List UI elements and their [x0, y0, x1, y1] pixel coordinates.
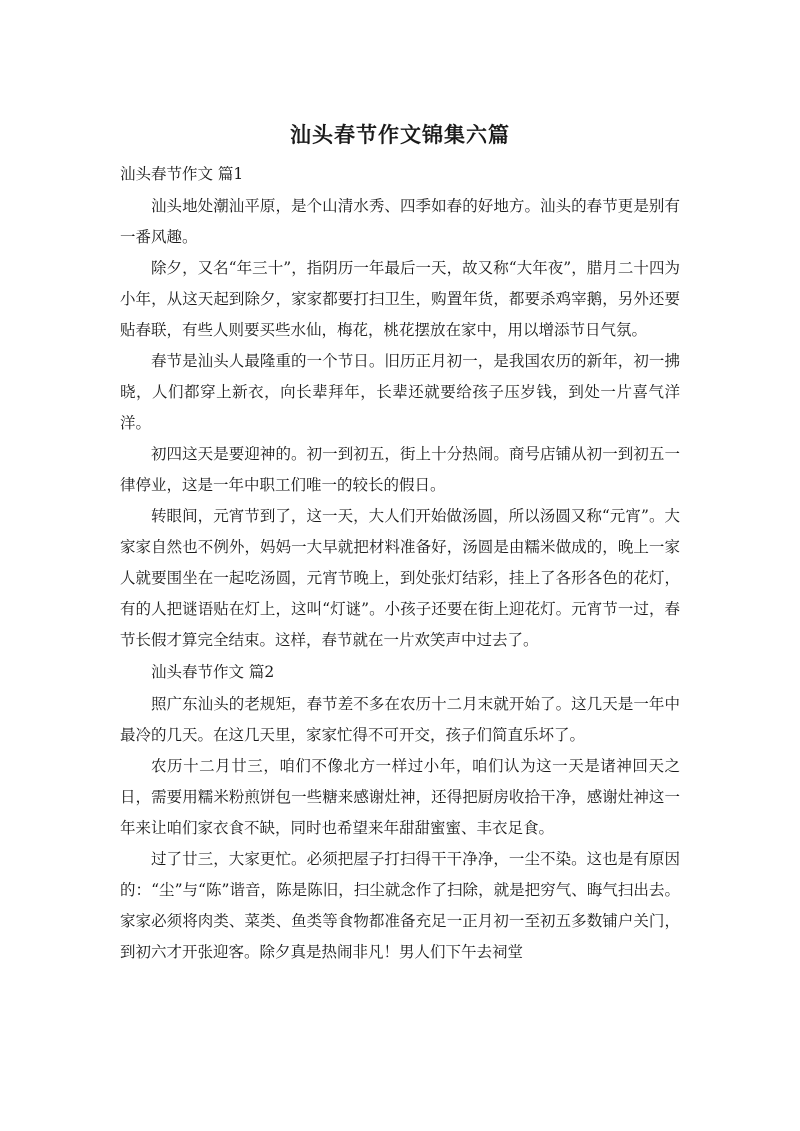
paragraph: 转眼间，元宵节到了，这一天，大人们开始做汤圆，所以汤圆又称“元宵”。大家家自然也不例外，妈妈一大早就把材料准备好，汤圆是由糯米做成的，晚上一家人就要围坐在一起吃汤圆，元宵节晚上，到处张灯结彩，挂上了各形各色的花灯，有的人把谜语贴在灯上，这叫“灯谜”。小孩子还要在街上迎花灯。元宵节一过，春节长假才算完全结束。这样，春节就在一片欢笑声中过去了。	[120, 507, 680, 649]
document-body	[120, 158, 680, 968]
paragraph: 照广东汕头的老规矩，春节差不多在农历十二月末就开始了。这几天是一年中最冷的几天。在这几天里，家家忙得不可开交，孩子们简直乐坏了。	[120, 695, 680, 744]
section-heading: 汕头春节作文 篇1	[120, 165, 244, 183]
paragraph: 初四这天是要迎神的。初一到初五，街上十分热闹。商号店铺从初一到初五一律停业，这是一年中职工们唯一的较长的假日。	[120, 445, 680, 494]
paragraph: 春节是汕头人最隆重的一个节日。旧历正月初一，是我国农历的新年，初一拂晓，人们都穿上新衣，向长辈拜年，长辈还就要给孩子压岁钱，到处一片喜气洋洋。	[120, 352, 680, 432]
paragraph: 农历十二月廿三，咱们不像北方一样过小年，咱们认为这一天是诸神回天之日，需要用糯米粉煎饼包一些糖来感谢灶神，还得把厨房收拾干净，感谢灶神这一年来让咱们家衣食不缺，同时也希望来年甜甜蜜蜜、丰衣足食。	[120, 757, 680, 837]
paragraph: 过了廿三，大家更忙。必须把屋子打扫得干干净净，一尘不染。这也是有原因的：“尘”与“陈”谐音，陈是陈旧，扫尘就念作了扫除，就是把穷气、晦气扫出去。家家必须将肉类、菜类、鱼类等食物都准备充足一正月初一至初五多数铺户关门，到初六才开张迎客。除夕真是热闹非凡！男人们下午去祠堂	[120, 850, 680, 961]
document-title: 汕头春节作文锦集六篇	[290, 123, 510, 147]
section-heading: 汕头春节作文 篇2	[151, 663, 275, 681]
paragraph: 除夕，又名“年三十”，指阴历一年最后一天，故又称“大年夜”，腊月二十四为小年，从这天起到除夕，家家都要打扫卫生，购置年货，都要杀鸡宰鹅，另外还要贴春联，有些人则要买些水仙，梅花，桃花摆放在家中，用以增添节日气氛。	[120, 259, 680, 339]
paragraph: 汕头地处潮汕平原，是个山清水秀、四季如春的好地方。汕头的春节更是别有一番风趣。	[120, 197, 680, 246]
